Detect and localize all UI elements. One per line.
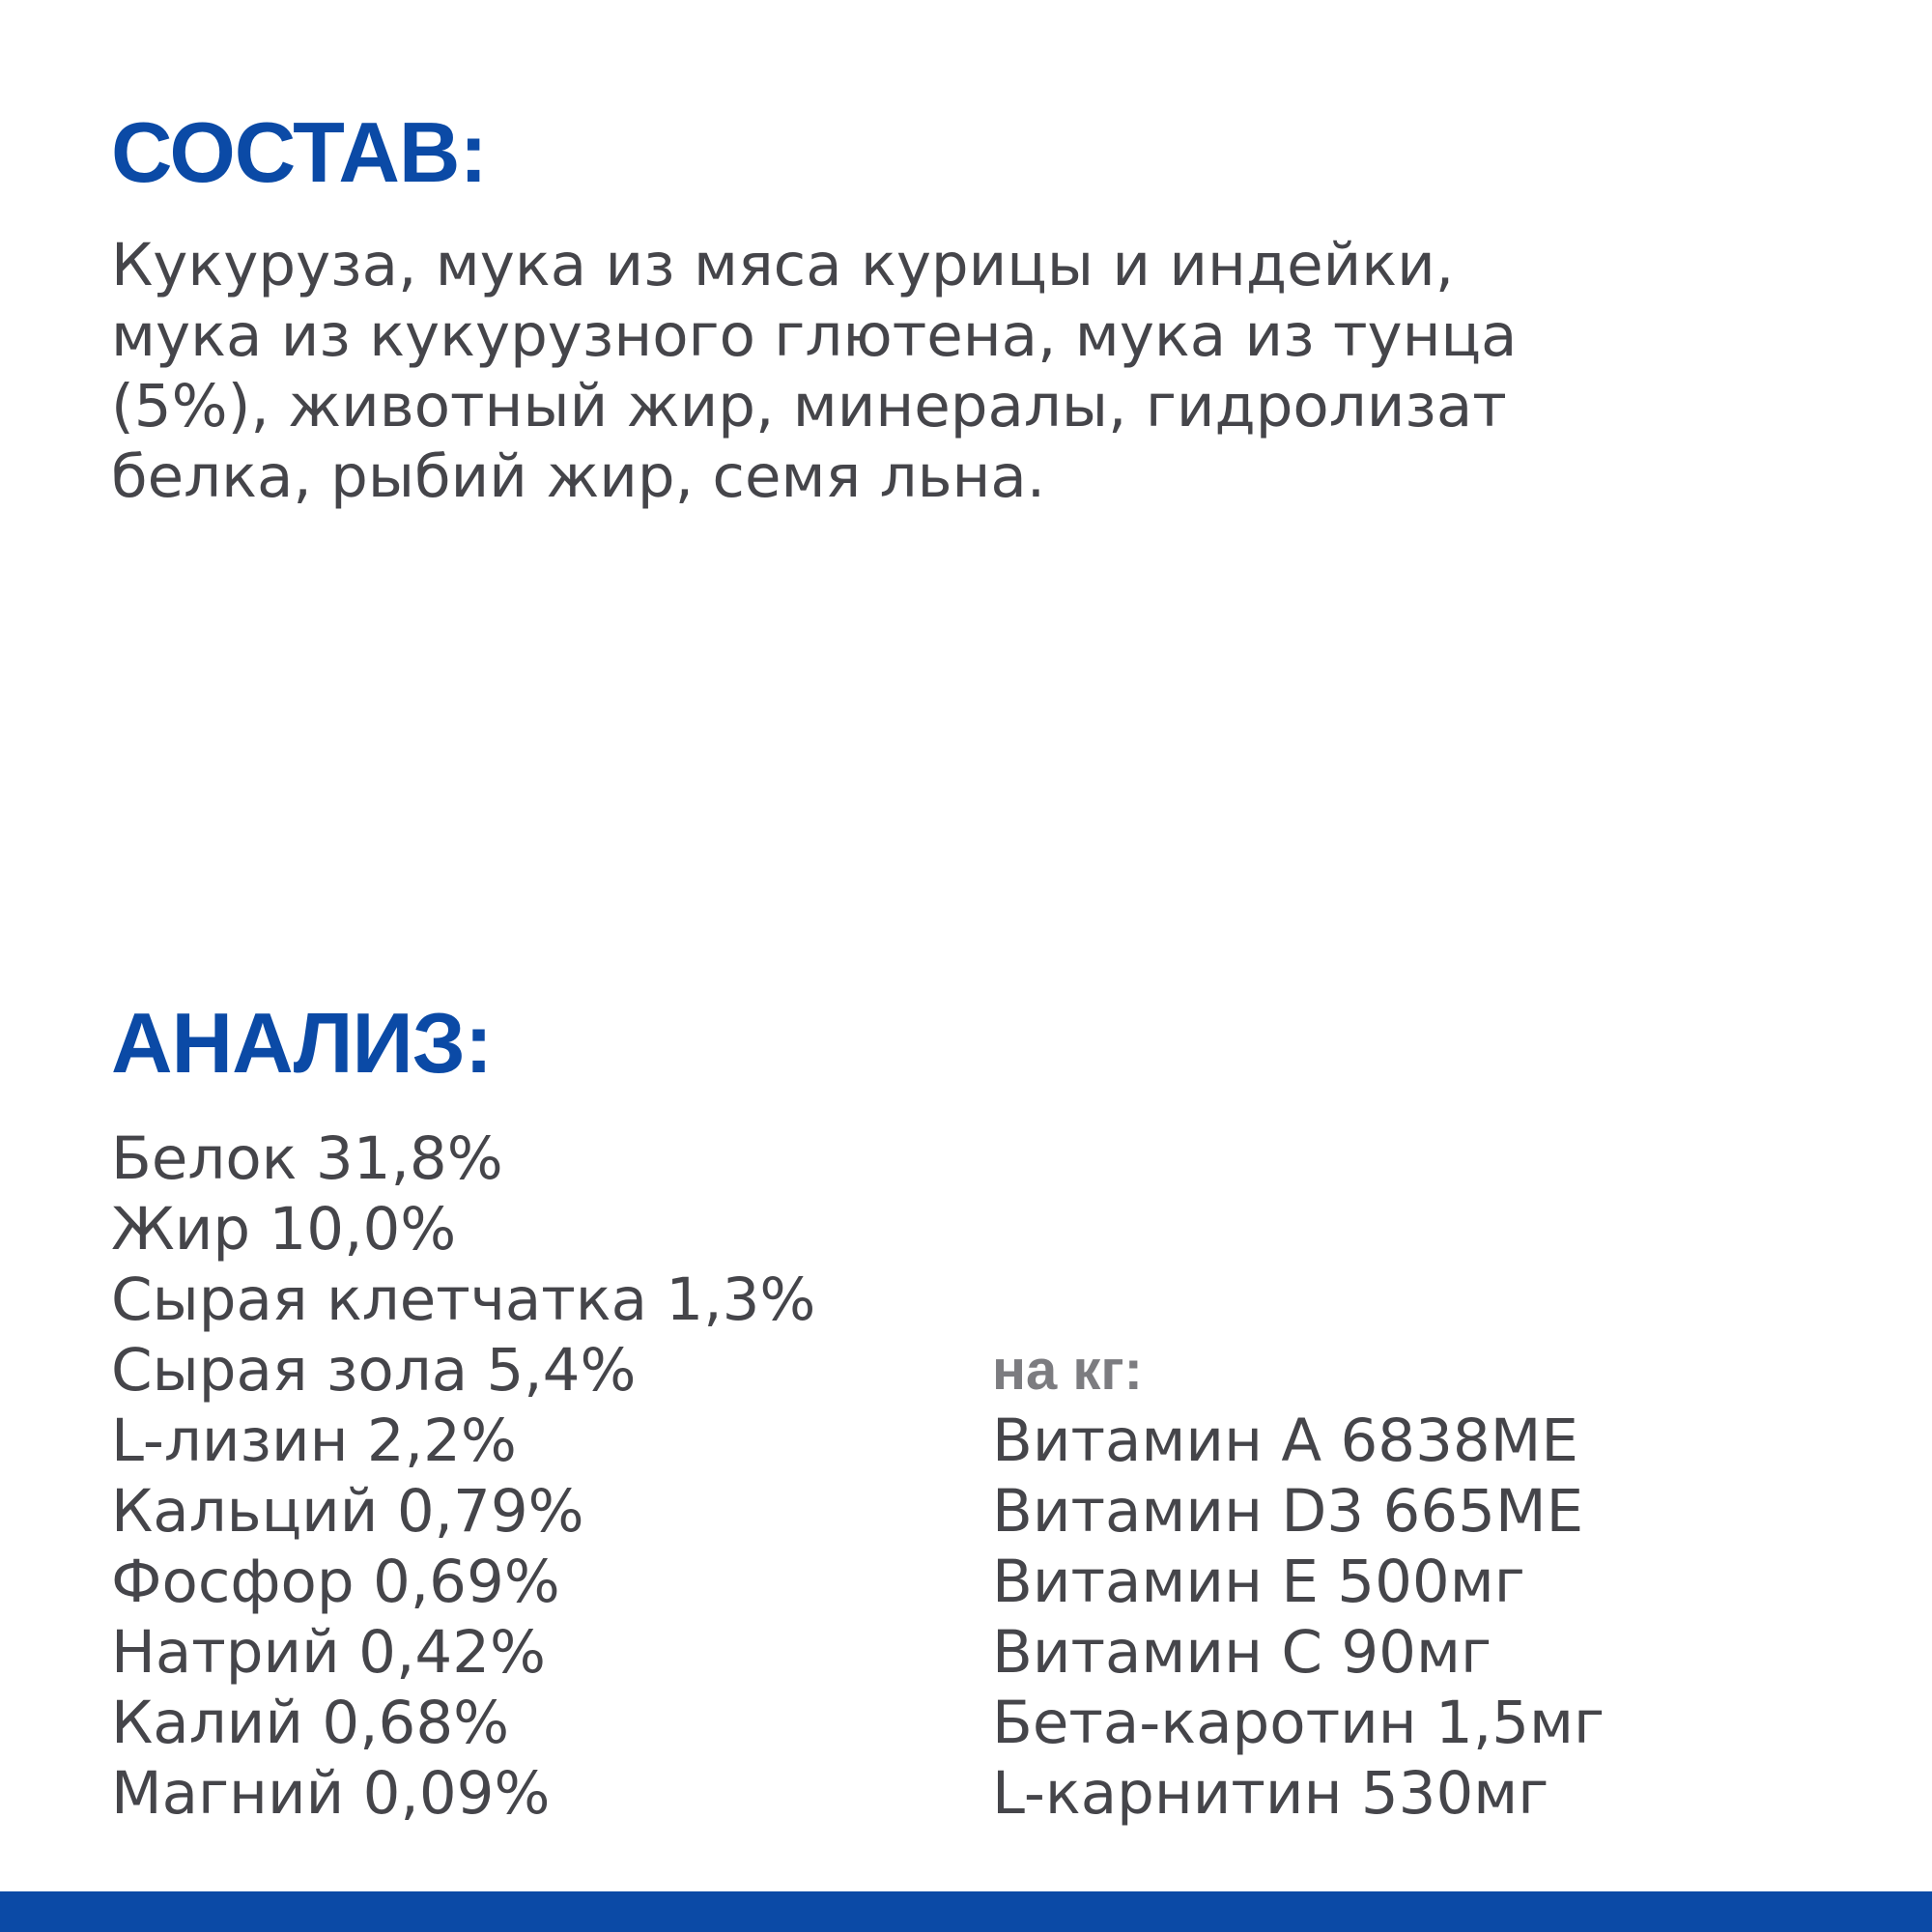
vitamin-list — [992, 1406, 1605, 1829]
vitamin-item: Витамин D3 665МЕ — [992, 1477, 1584, 1546]
analysis-item: Белок 31,8% — [111, 1124, 503, 1193]
bottom-accent-bar — [0, 1891, 1932, 1932]
analysis-list — [111, 1123, 815, 1829]
analysis-heading: АНАЛИЗ: — [111, 995, 493, 1091]
analysis-item: Сырая зола 5,4% — [111, 1336, 637, 1405]
analysis-item: Жир 10,0% — [111, 1195, 457, 1264]
vitamin-item: Бета-каротин 1,5мг — [992, 1689, 1605, 1757]
vitamin-item: L-карнитин 530мг — [992, 1759, 1549, 1828]
composition-text — [111, 230, 1811, 512]
per-kg-block — [992, 1335, 1605, 1829]
analysis-item: Магний 0,09% — [111, 1759, 551, 1828]
per-kg-label: на кг: — [992, 1339, 1143, 1402]
vitamin-item: Витамин С 90мг — [992, 1618, 1492, 1687]
composition-line: белка, рыбий жир, семя льна. — [111, 442, 1046, 511]
analysis-item: Сырая клетчатка 1,3% — [111, 1265, 816, 1334]
analysis-item: L-лизин 2,2% — [111, 1406, 517, 1475]
analysis-item: Кальций 0,79% — [111, 1477, 584, 1546]
analysis-item: Калий 0,68% — [111, 1689, 510, 1757]
analysis-item: Фосфор 0,69% — [111, 1548, 560, 1616]
composition-line: (5%), животный жир, минералы, гидролизат — [111, 372, 1507, 440]
analysis-item: Натрий 0,42% — [111, 1618, 546, 1687]
vitamin-item: Витамин Е 500мг — [992, 1548, 1525, 1616]
composition-line: Кукуруза, мука из мяса курицы и индейки, — [111, 231, 1455, 299]
vitamin-item: Витамин А 6838МЕ — [992, 1406, 1578, 1475]
composition-line: мука из кукурузного глютена, мука из тунца — [111, 301, 1518, 370]
composition-heading: СОСТАВ: — [111, 104, 487, 200]
